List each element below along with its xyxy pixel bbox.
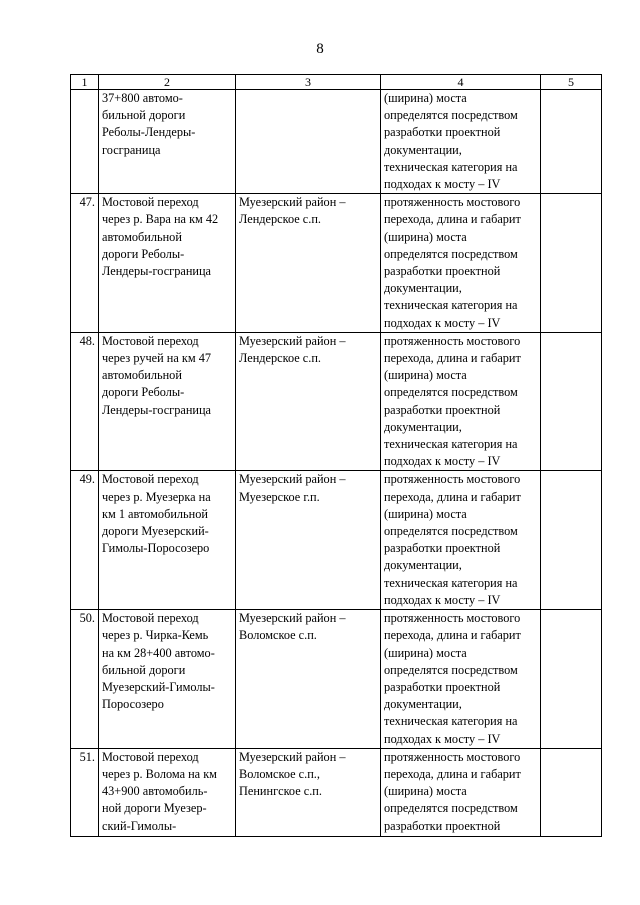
cell-line: Мостовой переход: [102, 195, 199, 210]
object-cell: [99, 332, 236, 471]
cell-line: Гимолы-Поросозеро: [102, 541, 210, 556]
cell-line: на км 28+400 автомо-: [102, 645, 215, 660]
cell-line: разработки проектной: [384, 264, 501, 279]
cell-line: км 1 автомобильной: [102, 506, 208, 521]
cell-line: подходах к мосту – IV: [384, 731, 501, 746]
cell-line: протяженность мостового: [384, 195, 521, 210]
cell-line: подходах к мосту – IV: [384, 315, 501, 330]
cell-line: перехода, длина и габарит: [384, 489, 521, 504]
cell-line: документации,: [384, 419, 462, 434]
cell-line: техническая категория на: [384, 714, 518, 729]
cell-line: Лендеры-госграница: [102, 402, 212, 417]
cell-line: Муезерский район –: [239, 611, 346, 626]
cell-line: техническая категория на: [384, 437, 518, 452]
cell-line: через р. Вара на км 42: [102, 212, 219, 227]
cell-line: Муезерский район –: [239, 195, 346, 210]
parameters-cell: [381, 610, 541, 749]
cell-line: перехода, длина и габарит: [384, 766, 521, 781]
table-row: [71, 610, 602, 749]
row-number: 47.: [71, 194, 99, 333]
cell-line: Лендеры-госграница: [102, 264, 212, 279]
header-row: [71, 75, 602, 90]
cell-line: документации,: [384, 697, 462, 712]
cell-line: протяженность мостового: [384, 472, 521, 487]
cell-line: через р. Чирка-Кемь: [102, 628, 209, 643]
cell-line: Лендерское с.п.: [239, 351, 321, 366]
cell-line: автомобильной: [102, 229, 182, 244]
cell-line: бильной дороги: [102, 108, 186, 123]
cell-line: ский-Гимолы-: [102, 818, 177, 833]
cell-line: дороги Реболы-: [102, 385, 185, 400]
cell-line: техническая категория на: [384, 575, 518, 590]
cell-line: Мостовой переход: [102, 333, 199, 348]
column-header: 3: [236, 75, 381, 90]
cell-line: Мостовой переход: [102, 472, 199, 487]
row-number: 51.: [71, 748, 99, 836]
cell-line: 37+800 автомо-: [102, 91, 183, 105]
cell-line: бильной дороги: [102, 662, 186, 677]
cell-line: разработки проектной: [384, 818, 501, 833]
object-cell: [99, 748, 236, 836]
cell-line: (ширина) моста: [384, 645, 467, 660]
parameters-cell: [381, 332, 541, 471]
row-number: 48.: [71, 332, 99, 471]
location-cell: [236, 90, 381, 194]
data-table: [70, 74, 602, 837]
cell-line: подходах к мосту – IV: [384, 592, 501, 607]
note-cell: [541, 90, 602, 194]
object-cell: [99, 194, 236, 333]
parameters-cell: [381, 194, 541, 333]
cell-line: документации,: [384, 142, 462, 157]
column-header: 1: [71, 75, 99, 90]
cell-line: (ширина) моста: [384, 229, 467, 244]
table-row: [71, 748, 602, 836]
cell-line: (ширина) моста: [384, 784, 467, 799]
parameters-cell: [381, 90, 541, 194]
cell-line: дороги Реболы-: [102, 246, 185, 261]
cell-line: техническая категория на: [384, 159, 518, 174]
table-row: [71, 90, 602, 194]
cell-line: протяженность мостового: [384, 749, 521, 764]
cell-line: Муезерский-Гимолы-: [102, 679, 215, 694]
note-cell: [541, 748, 602, 836]
note-cell: [541, 194, 602, 333]
cell-line: определятся посредством: [384, 524, 518, 539]
cell-line: (ширина) моста: [384, 368, 467, 383]
row-number: 50.: [71, 610, 99, 749]
cell-line: протяженность мостового: [384, 611, 521, 626]
location-cell: [236, 194, 381, 333]
cell-line: определятся посредством: [384, 246, 518, 261]
cell-line: подходах к мосту – IV: [384, 454, 501, 469]
cell-line: перехода, длина и габарит: [384, 351, 521, 366]
cell-line: Пенингское с.п.: [239, 784, 322, 799]
cell-line: (ширина) моста: [384, 506, 467, 521]
cell-line: определятся посредством: [384, 662, 518, 677]
cell-line: определятся посредством: [384, 801, 518, 816]
object-cell: [99, 610, 236, 749]
table-row: [71, 471, 602, 610]
cell-line: Мостовой переход: [102, 611, 199, 626]
cell-line: Лендерское с.п.: [239, 212, 321, 227]
object-cell: [99, 90, 236, 194]
cell-line: через р. Муезерка на: [102, 489, 211, 504]
note-cell: [541, 610, 602, 749]
cell-line: Муезерский район –: [239, 472, 346, 487]
cell-line: Муезерский район –: [239, 333, 346, 348]
cell-line: Муезерский район –: [239, 749, 346, 764]
cell-line: госграница: [102, 142, 161, 157]
cell-line: Мостовой переход: [102, 749, 199, 764]
cell-line: перехода, длина и габарит: [384, 628, 521, 643]
cell-line: (ширина) моста: [384, 91, 467, 105]
column-header: 5: [541, 75, 602, 90]
object-cell: [99, 471, 236, 610]
cell-line: Поросозеро: [102, 697, 164, 712]
location-cell: [236, 610, 381, 749]
parameters-cell: [381, 748, 541, 836]
cell-line: техническая категория на: [384, 298, 518, 313]
page-number: 8: [316, 41, 324, 57]
cell-line: документации,: [384, 281, 462, 296]
column-header: 4: [381, 75, 541, 90]
cell-line: определятся посредством: [384, 108, 518, 123]
table-row: [71, 332, 602, 471]
table-row: [71, 194, 602, 333]
cell-line: ной дороги Муезер-: [102, 801, 207, 816]
location-cell: [236, 471, 381, 610]
cell-line: определятся посредством: [384, 385, 518, 400]
parameters-cell: [381, 471, 541, 610]
note-cell: [541, 471, 602, 610]
column-header: 2: [99, 75, 236, 90]
cell-line: протяженность мостового: [384, 333, 521, 348]
cell-line: Реболы-Лендеры-: [102, 125, 196, 140]
cell-line: подходах к мосту – IV: [384, 177, 501, 192]
cell-line: через ручей на км 47: [102, 351, 212, 366]
cell-line: через р. Волома на км: [102, 766, 217, 781]
cell-line: дороги Муезерский-: [102, 524, 209, 539]
cell-line: разработки проектной: [384, 125, 501, 140]
location-cell: [236, 332, 381, 471]
cell-line: Воломское с.п.: [239, 628, 317, 643]
row-number: 49.: [71, 471, 99, 610]
cell-line: разработки проектной: [384, 541, 501, 556]
cell-line: разработки проектной: [384, 679, 501, 694]
cell-line: перехода, длина и габарит: [384, 212, 521, 227]
cell-line: 43+900 автомобиль-: [102, 784, 208, 799]
note-cell: [541, 332, 602, 471]
location-cell: [236, 748, 381, 836]
cell-line: Воломское с.п.,: [239, 766, 320, 781]
cell-line: документации,: [384, 558, 462, 573]
row-number: [71, 90, 99, 194]
cell-line: Муезерское г.п.: [239, 489, 320, 504]
cell-line: разработки проектной: [384, 402, 501, 417]
cell-line: автомобильной: [102, 368, 182, 383]
